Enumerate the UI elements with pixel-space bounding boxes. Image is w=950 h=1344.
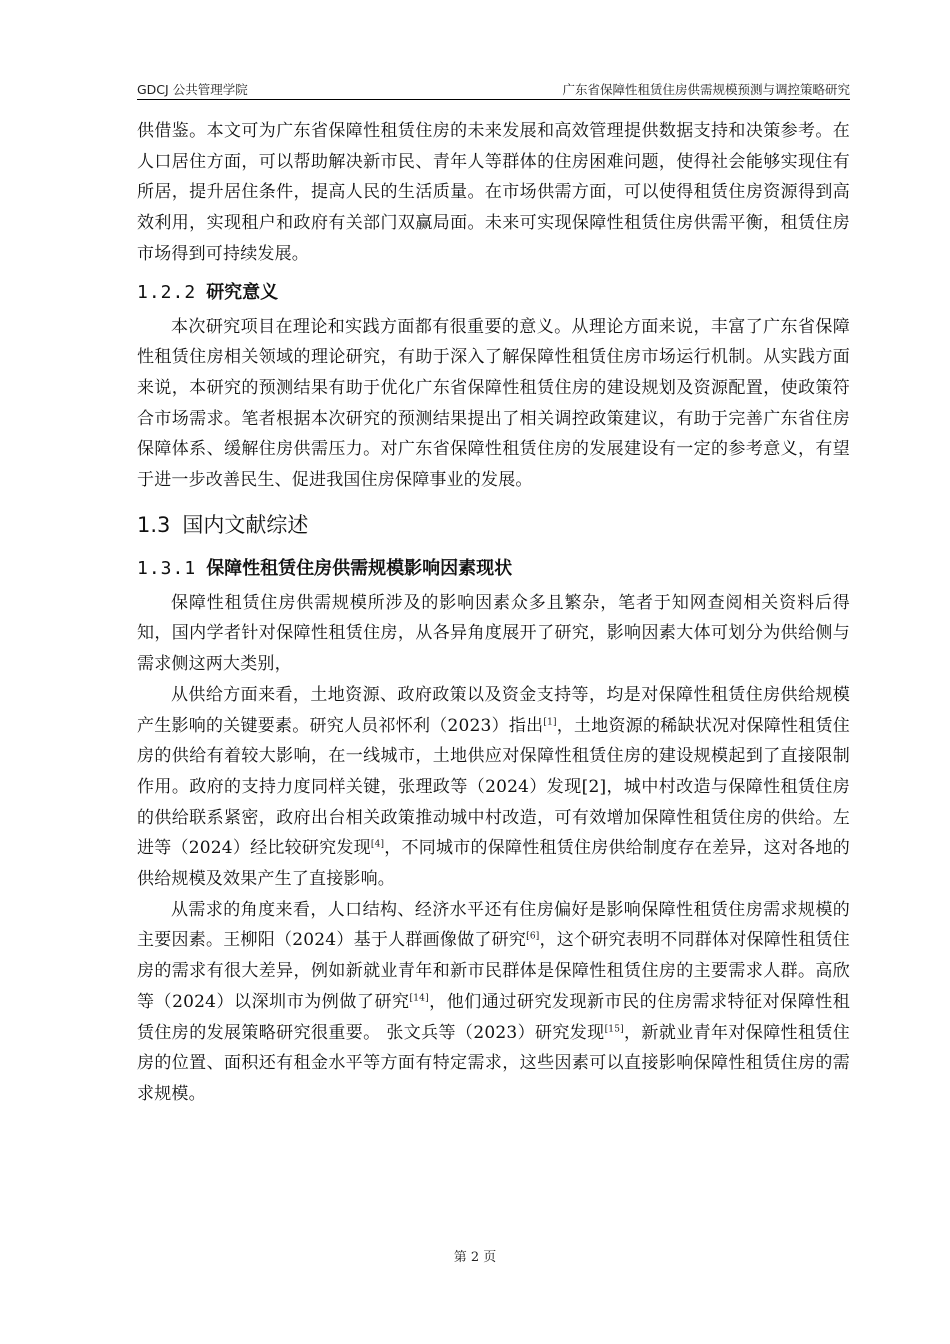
header-thesis-title: 广东省保障性租赁住房供需规模预测与调控策略研究: [562, 82, 850, 97]
significance-paragraph: 本次研究项目在理论和实践方面都有很重要的意义。从理论方面来说，丰富了广东省保障性租赁住房相关领域的理论研究，有助于深入了解保障性租赁住房市场运行机制。从实践方面来说，本研究的预测结果有助于优化广东省保障性租赁住房的建设规划及资源配置，使政策符合市场需求。笔者根据本次研究的预测结果提出了相关调控政策建议，有助于完善广东省住房保障体系、缓解住房供需压力。对广东省保障性租赁住房的发展建设有一定的参考意义，有望于进一步改善民生、促进我国住房保障事业的发展。: [137, 316, 850, 491]
citation-ref: [15]: [604, 1023, 624, 1034]
citation-ref: [4]: [370, 839, 385, 850]
section-number: 1.3.1: [137, 557, 197, 579]
paragraph-text: 从供给方面来看，土地资源、政府政策以及资金支持等，均是对保障性租赁住房供给规模产生影响的关键要素。研究人员祁怀利（2023）指出: [137, 684, 850, 736]
section-title: 国内文献综述: [182, 512, 309, 537]
factors-intro-paragraph: 保障性租赁住房供需规模所涉及的影响因素众多且繁杂，笔者于知网查阅相关资料后得知，国内学者针对保障性租赁住房，从各异角度展开了研究，影响因素大体可划分为供给侧与需求侧这两大类别，: [137, 592, 850, 675]
paragraph-text: ，土地资源的稀缺状况对保障性租赁住房的供给有着较大影响，在一线城市，土地供应对保障性租赁住房的建设规模起到了直接限制作用。政府的支持力度同样关键，张理政等（2024）发现[2]，城中村改造与保障性租赁住房的供给联系紧密，政府出台相关政策推动城中村改造，可有效增加保障性租赁住房的供给。左进等（2024）经比较研究发现: [137, 715, 850, 859]
header-institution: GDCJ 公共管理学院: [137, 82, 248, 97]
paragraph-text: 从需求的角度来看，人口结构、经济水平还有住房偏好是影响保障性租赁住房需求规模的主要因素。王柳阳（2024）基于人群画像做了研究: [137, 899, 850, 951]
section-heading-1-3-1: [137, 552, 850, 586]
page-number: 第 2 页: [453, 1250, 497, 1265]
citation-ref: [6]: [526, 931, 540, 942]
demand-side-paragraph: [137, 895, 850, 1110]
intro-paragraph: 供借鉴。本文可为广东省保障性租赁住房的未来发展和高效管理提供数据支持和决策参考。在人口居住方面，可以帮助解决新市民、青年人等群体的住房困难问题，使得社会能够实现住有所居，提升居住条件，提高人民的生活质量。在市场供需方面，可以使得租赁住房资源得到高效利用，实现租户和政府有关部门双赢局面。未来可实现保障性租赁住房供需平衡，租赁住房市场得到可持续发展。: [137, 121, 850, 264]
section-title: 研究意义: [206, 281, 279, 303]
paragraph-text: ，新就业青年对保障性租赁住房的位置、面积还有租金水平等方面有特定需求，这些因素可以直接影响保障性租赁住房的需求规模。: [137, 1022, 850, 1104]
paragraph-text: ，他们通过研究发现新市民的住房需求特征对保障性租赁住房的发展策略研究很重要。 张文兵等（2023）研究发现: [137, 991, 850, 1043]
paragraph-text: ，这个研究表明不同群体对保障性租赁住房的需求有很大差异，例如新就业青年和新市民群体是保障性租赁住房的主要需求人群。高欣等（2024）以深圳市为例做了研究: [137, 930, 850, 1012]
page-body: [137, 116, 850, 1110]
citation-ref: [1]: [543, 716, 557, 727]
section-heading-1-2-2: [137, 276, 850, 310]
citation-ref: [14]: [409, 993, 429, 1004]
section-number: 1.3: [137, 512, 171, 537]
section-number: 1.2.2: [137, 281, 197, 303]
section-heading-1-3: [137, 508, 850, 542]
running-header: [137, 78, 850, 100]
supply-side-paragraph: [137, 680, 850, 895]
section-title: 保障性租赁住房供需规模影响因素现状: [206, 557, 513, 579]
header-divider: [137, 99, 850, 100]
paragraph-text: ，不同城市的保障性租赁住房供给制度存在差异，这对各地的供给规模及效果产生了直接影响。: [137, 838, 850, 890]
